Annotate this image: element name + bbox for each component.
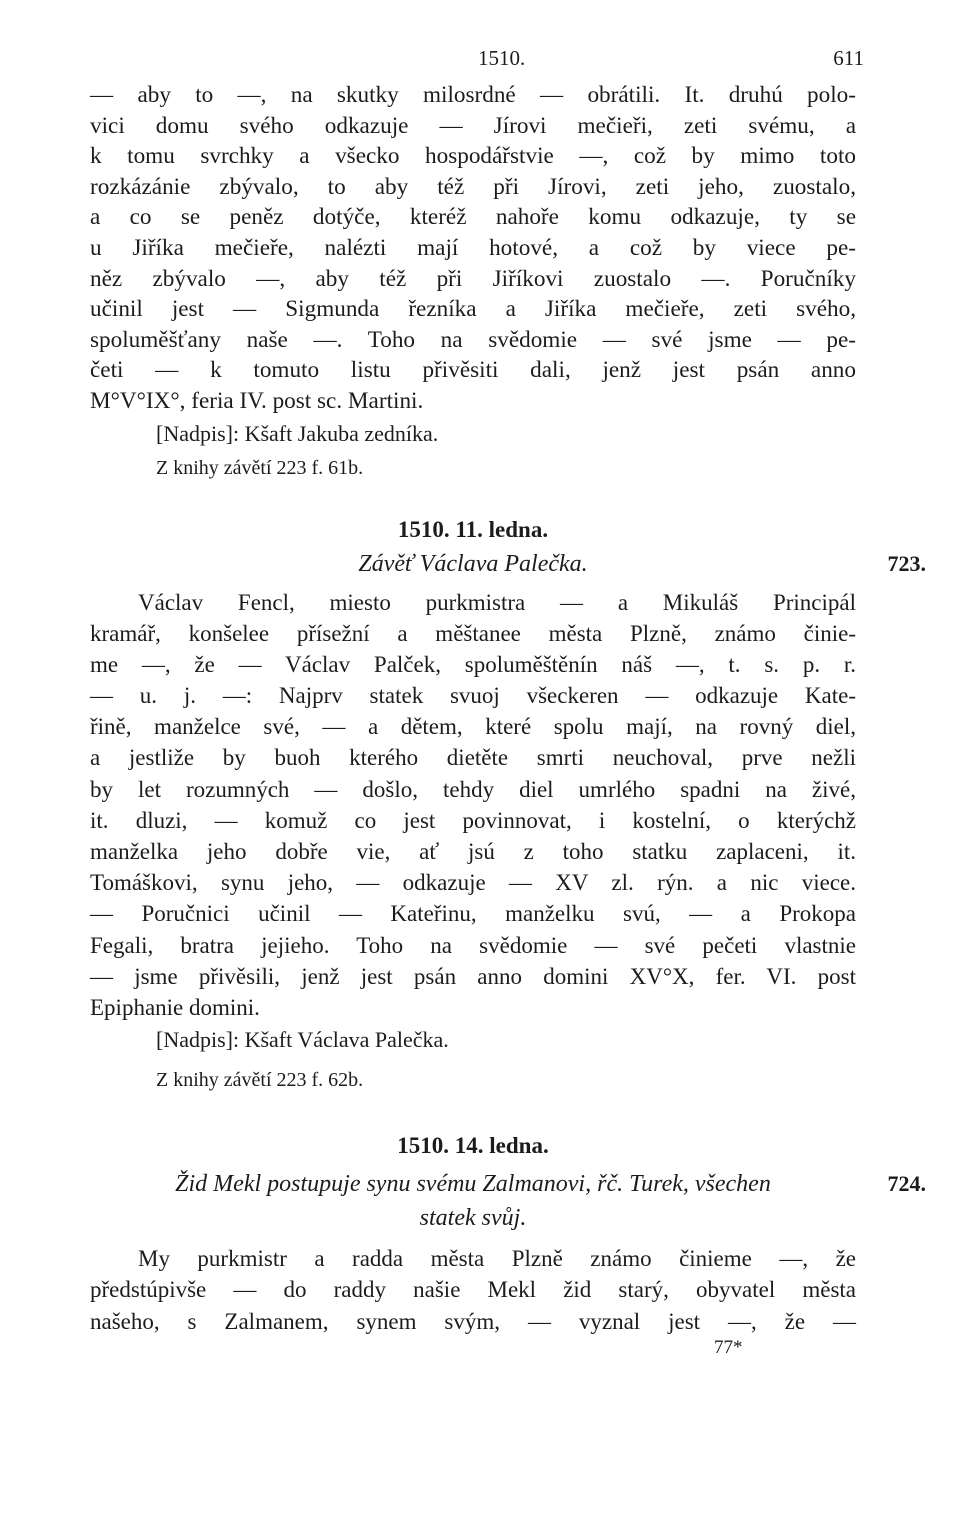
text-line: by let rozumných — došlo, tehdy diel umrlého spadni na živé,: [90, 776, 856, 802]
text-line: Václav Fencl, miesto purkmistra — a Mikuláš Principál: [138, 589, 856, 615]
entry-title: [90, 1167, 926, 1201]
text-line: k tomu svrchky a všecko hospodářstvie —, což by mimo toto: [90, 143, 856, 170]
signature-mark: 77*: [714, 1336, 743, 1358]
entry-date: 1510. 11. ledna.: [397, 516, 549, 542]
heading-note: [Nadpis]: Kšaft Jakuba zedníka.: [156, 420, 439, 446]
entry-title-text: statek svůj.: [419, 1205, 527, 1232]
page-header: [90, 40, 864, 80]
entry-title-continued: [90, 1201, 856, 1235]
entry-title: [90, 547, 926, 581]
text-line: Fegali, bratra jejieho. Toho na svědomie — své pečeti vlastnie: [90, 932, 856, 958]
text-line: řině, manželce své, — a dětem, které spolu mají, na rovný diel,: [90, 714, 856, 740]
text-line: Tomáškovi, synu jeho, — odkazuje — XV zl. rýn. a nic viece.: [90, 870, 856, 896]
document-page: [90, 40, 926, 1500]
source-reference: Z knihy závětí 223 f. 61b.: [156, 456, 364, 479]
text-line: a jestliže by buoh kterého dietěte smrti neuchoval, prve nežli: [90, 745, 856, 771]
text-line: předstúpivše — do raddy našie Mekl žid starý, obyvatel města: [90, 1277, 856, 1303]
text-line: u Jiříka mečieře, nalézti mají hotové, a což by viece pe-: [90, 234, 856, 261]
page-number: 611: [833, 46, 864, 70]
entry-title-text: Závěť Václava Palečka.: [358, 550, 588, 577]
text-line: — Poručnici učinil — Kateřinu, manželku svú, — a Prokopa: [90, 901, 856, 927]
text-line: četi — k tomuto listu přivěsiti dali, jenž jest psán anno: [90, 357, 856, 384]
entry723-text: [90, 587, 856, 1024]
entry-date: 1510. 14. ledna.: [397, 1133, 549, 1159]
text-line: rozkázánie zbývalo, to aby též při Jírovi, zeti jeho, zuostalo,: [90, 173, 856, 200]
text-line: vici domu svého odkazuje — Jírovi mečieři, zeti svému, a: [90, 112, 856, 139]
entry724-text: [90, 1243, 856, 1337]
text-line: kramář, konšelee přísežní a měštanee města Plzně, známo činie-: [90, 620, 856, 646]
text-line: — jsme přivěsili, jenž jest psán anno domini XV°X, fer. VI. post: [90, 963, 856, 989]
text-line: it. dluzi, — komuž co jest povinnovat, i kostelní, o kterýchž: [90, 807, 856, 833]
text-line: My purkmistr a radda města Plzně známo činieme —, že: [138, 1246, 856, 1272]
entry-number: 723.: [887, 550, 926, 576]
text-line: manželka jeho dobře vie, ať jsú z toho statku zaplaceni, it.: [90, 839, 856, 865]
text-line: M°V°IX°, feria IV. post sc. Martini.: [90, 387, 424, 414]
text-line: Epiphanie domini.: [90, 994, 260, 1020]
running-head-year: 1510.: [478, 46, 526, 70]
text-line: něz zbývalo —, aby též při Jiříkovi zuostalo —. Poručníky: [90, 265, 856, 292]
heading-note: [Nadpis]: Kšaft Václava Palečka.: [156, 1027, 449, 1053]
source-reference: Z knihy závětí 223 f. 62b.: [156, 1069, 364, 1092]
entry-number: 724.: [887, 1171, 926, 1197]
entry-title-text: Žid Mekl postupuje synu svému Zalmanovi, řč. Turek, všechen: [175, 1171, 771, 1198]
text-line: učinil jest — Sigmunda řezníka a Jiříka mečieře, zeti svého,: [90, 296, 856, 323]
text-line: — u. j. —: Najprv statek svuoj všeckeren — odkazuje Kate-: [90, 683, 856, 709]
text-line: našeho, s Zalmanem, synem svým, — vyznal jest —, že —: [90, 1308, 856, 1334]
text-line: me —, že — Václav Palček, spoluměštěnín náš —, t. s. p. r.: [90, 651, 856, 677]
section1-text: [90, 80, 856, 417]
text-line: — aby to —, na skutky milosrdné — obrátili. It. druhú polo-: [90, 82, 856, 108]
signature-row: [90, 1337, 856, 1363]
text-line: a co se peněz dotýče, kteréž nahoře komu odkazuje, ty se: [90, 204, 856, 231]
text-line: spoluměšťany naše —. Toho na svědomie — své jsme — pe-: [90, 326, 856, 353]
